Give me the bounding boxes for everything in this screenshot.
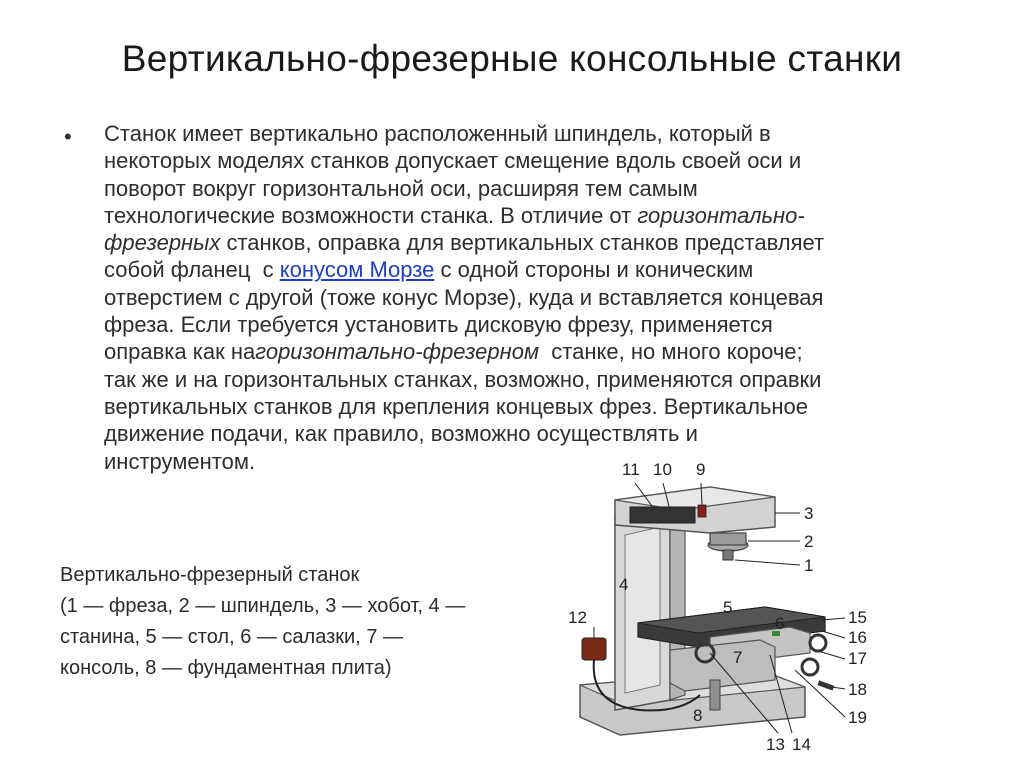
milling-machine-diagram bbox=[560, 455, 880, 755]
label-10: 10 bbox=[653, 460, 672, 479]
control-indicator bbox=[698, 505, 706, 517]
spindle-body bbox=[710, 533, 746, 545]
label-19: 19 bbox=[848, 708, 867, 727]
label-2: 2 bbox=[804, 532, 814, 551]
paragraph-line bbox=[104, 338, 974, 365]
column-front-panel bbox=[625, 527, 660, 693]
slide-title: Вертикально-фрезерные консольные станки bbox=[121, 38, 903, 79]
label-17: 17 bbox=[848, 649, 867, 668]
label-11: 11 bbox=[622, 460, 640, 479]
paragraph-text: оправка как на bbox=[104, 339, 256, 365]
label-16: 16 bbox=[848, 628, 867, 647]
paragraph-text: станков, оправка для вертикальных станков представляет bbox=[220, 230, 825, 256]
crank-handle bbox=[817, 680, 834, 690]
italic-term: горизонтально-фрезерном bbox=[255, 339, 540, 365]
paragraph-line bbox=[104, 229, 974, 256]
knee-elevating-screw bbox=[710, 680, 720, 710]
label-13: 13 bbox=[766, 735, 785, 754]
body-paragraph bbox=[104, 120, 974, 475]
morse-taper-link[interactable]: конусом Морзе bbox=[279, 257, 435, 283]
handwheel-knee bbox=[802, 659, 818, 675]
leader-line bbox=[818, 651, 845, 659]
paragraph-line: фреза. Если требуется установить дисковую фрезу, применяется bbox=[104, 312, 773, 338]
caption-line: станина, 5 — стол, 6 — салазки, 7 — bbox=[60, 626, 404, 648]
label-14: 14 bbox=[792, 735, 811, 754]
label-4: 4 bbox=[619, 575, 629, 594]
italic-term: фрезерных bbox=[104, 230, 221, 256]
cutter bbox=[723, 550, 733, 560]
paragraph-line bbox=[104, 202, 974, 229]
leader-line bbox=[822, 631, 845, 638]
label-12: 12 bbox=[568, 608, 587, 627]
leader-line bbox=[832, 687, 845, 689]
paragraph-line: инструментом. bbox=[104, 448, 256, 474]
paragraph-text: с одной стороны и коническим bbox=[434, 257, 754, 283]
paragraph-text: станке, но много короче; bbox=[539, 339, 803, 365]
label-1: 1 bbox=[804, 556, 814, 575]
figure-caption bbox=[60, 560, 540, 684]
motor-housing bbox=[630, 507, 695, 523]
label-7: 7 bbox=[733, 648, 743, 667]
label-6: 6 bbox=[775, 614, 785, 633]
label-3: 3 bbox=[804, 504, 814, 523]
label-9: 9 bbox=[696, 460, 706, 479]
paragraph-line: вертикальных станков для крепления концевых фрез. Вертикальное bbox=[104, 393, 809, 419]
paragraph-text: собой фланец с bbox=[104, 257, 280, 283]
caption-line: Вертикально-фрезерный станок bbox=[60, 564, 360, 586]
paragraph-line: движение подачи, как правило, возможно осуществлять и bbox=[104, 421, 698, 447]
label-8: 8 bbox=[693, 706, 703, 725]
paragraph-line: Станок имеет вертикально расположенный шпиндель, который в bbox=[104, 121, 771, 146]
label-18: 18 bbox=[848, 680, 867, 699]
paragraph-text: технологические возможности станка. В отличие от bbox=[104, 202, 638, 228]
italic-term: горизонтально- bbox=[637, 202, 805, 228]
handwheel-right bbox=[810, 635, 826, 651]
caption-line: консоль, 8 — фундаментная плита) bbox=[60, 657, 392, 679]
paragraph-line: так же и на горизонтальных станках, возможно, применяются оправки bbox=[104, 366, 822, 392]
label-5: 5 bbox=[723, 598, 733, 617]
paragraph-line bbox=[104, 256, 974, 283]
caption-line: (1 — фреза, 2 — шпиндель, 3 — хобот, 4 — bbox=[60, 595, 466, 617]
electrical-box bbox=[582, 638, 606, 660]
paragraph-line: некоторых моделях станков допускает смещение вдоль своей оси и bbox=[104, 148, 802, 174]
bullet-marker: • bbox=[64, 124, 72, 149]
leader-line bbox=[735, 560, 800, 565]
label-15: 15 bbox=[848, 608, 867, 627]
paragraph-line: отверстием с другой (тоже конус Морзе), куда и вставляется концевая bbox=[104, 284, 824, 310]
paragraph-line: поворот вокруг горизонтальной оси, расширяя тем самым bbox=[104, 175, 698, 201]
